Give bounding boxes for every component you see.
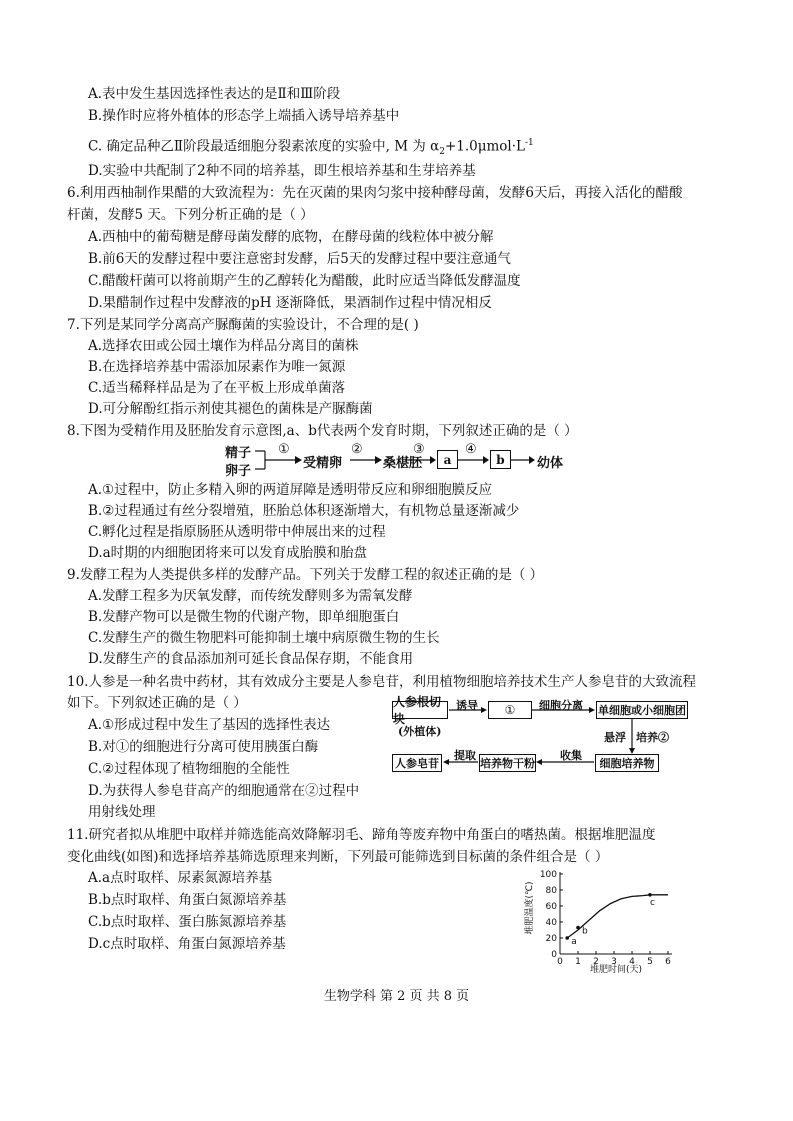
q9-option-b: B.发酵产物可以是微生物的代谢产物，即单细胞蛋白: [88, 609, 400, 625]
zygote-label: 受精卵: [303, 456, 343, 471]
step-4-label: ④: [465, 442, 477, 457]
page-footer: 生物学科 第 2 页 共 8 页: [323, 989, 470, 1004]
y-tick-label: 40: [545, 918, 557, 928]
q11-option-a: A.a点时取样、尿素氮源培养基: [88, 870, 273, 886]
chart-points: [565, 893, 655, 947]
cell-culture-box: [595, 754, 659, 772]
x-tick-label: 1: [575, 957, 581, 967]
dry-powder-box: [479, 754, 536, 772]
q6-stem-1: 6.利用西柚制作果醋的大致流程为：先在灭菌的果肉匀浆中接种酵母菌，发酵6天后，再接入活化的醋酸: [67, 185, 683, 201]
q6-option-c: C.醋酸杆菌可以将前期产生的乙醇转化为醋酸，此时应适当降低发酵温度: [88, 273, 521, 289]
point-label-a: a: [571, 937, 577, 947]
stage-a-box: [437, 450, 458, 469]
ginseng-flow-diagram: [392, 695, 692, 774]
culture-2-label: 培养②: [636, 731, 669, 744]
chart-x-label: 堆肥时间(天): [589, 965, 643, 975]
q6-option-a: A.西柚中的葡萄糖是酵母菌发酵的底物，在酵母菌的线粒体中被分解: [88, 229, 494, 245]
fetus-label: 幼体: [537, 456, 564, 471]
chart-y-label: 堆肥温度(℃): [525, 881, 535, 935]
x-tick-label: 6: [665, 957, 671, 967]
y-tick-label: 80: [545, 886, 557, 896]
q10-option-d-2: 用射线处理: [88, 804, 156, 820]
stage-a-label: a: [443, 452, 452, 467]
callus-label: ①: [504, 703, 516, 717]
q10-option-d-1: D.为获得人参皂苷高产的细胞通常在②过程中: [88, 783, 360, 799]
q6-option-b: B.前6天的发酵过程中要注意密封发酵，后5天的发酵过程中要注意通气: [88, 251, 511, 267]
dry-powder-label: 培养物干粉: [480, 757, 535, 770]
ginsenoside-label: 人参皂苷: [395, 757, 439, 770]
q5-option-c-pre: C. 确定品种乙Ⅱ阶段最适细胞分裂素浓度的实验中, M 为 α: [88, 138, 440, 155]
ginsenoside-box: [392, 754, 442, 772]
q8-stem: 8.下图为受精作用及胚胎发育示意图,a、b代表两个发育时期，下列叙述正确的是（ ）: [67, 423, 578, 439]
single-cell-box: [596, 701, 688, 719]
q10-stem-1: 10.人参是一种名贵中药材，其有效成分主要是人参皂苷，利用植物细胞培养技术生产人参皂苷的大致流程: [67, 674, 696, 690]
y-tick-label: 60: [545, 902, 557, 912]
q6-stem-2: 杆菌，发酵5 天。下列分析正确的是（ ）: [67, 207, 314, 223]
q9-stem: 9.发酵工程为人类提供多样的发酵产品。下列关于发酵工程的叙述正确的是（ ）: [67, 567, 544, 583]
point-a: [565, 936, 569, 940]
q5-option-c-sub: 2: [439, 147, 445, 158]
q5-option-d: D.实验中共配制了2种不同的培养基，即生根培养基和生芽培养基: [88, 163, 476, 179]
q10-stem-2: 如下。下列叙述正确的是（ ）: [67, 695, 247, 711]
y-tick-label: 100: [539, 870, 557, 880]
sperm-label: 精子: [225, 446, 252, 461]
point-label-c: c: [650, 897, 655, 908]
induce-label: 诱导: [456, 699, 478, 712]
step-3-label: ③: [413, 442, 425, 457]
q5-option-a: A.表中发生基因选择性表达的是Ⅱ和Ⅲ阶段: [88, 86, 341, 102]
collect-label: 收集: [560, 749, 582, 762]
egg-label: 卵子: [225, 464, 252, 479]
x-tick-label: 3: [611, 957, 617, 967]
q7-option-c: C.适当稀释样品是为了在平板上形成单菌落: [88, 380, 346, 396]
q9-option-a: A.发酵工程多为厌氧发酵，而传统发酵则多为需氧发酵: [88, 588, 413, 604]
morula-label: 桑椹胚: [383, 456, 423, 471]
q10-option-c: C.②过程体现了植物细胞的全能性: [88, 761, 290, 777]
q5-option-b: B.操作时应将外植体的形态学上端插入诱导培养基中: [88, 108, 400, 124]
point-label-b: b: [582, 926, 588, 937]
fertilization-diagram: [225, 440, 575, 478]
stage-b-label: b: [496, 452, 505, 467]
x-tick-label: 2: [593, 957, 599, 967]
q11-option-b: B.b点时取样、角蛋白氮源培养基: [88, 892, 287, 908]
q11-option-d: D.c点时取样、角蛋白氮源培养基: [88, 936, 286, 952]
q7-option-d: D.可分解酚红指示剂使其褪色的菌株是产脲酶菌: [88, 401, 373, 417]
q7-option-b: B.在选择培养基中需添加尿素作为唯一氮源: [88, 359, 346, 375]
q5-option-c: [88, 133, 534, 162]
q8-option-a: A.①过程中，防止多精入卵的两道屏障是透明带反应和卵细胞膜反应: [88, 482, 493, 498]
stage-b-box: [490, 450, 511, 469]
compost-temperature-chart: [522, 866, 682, 976]
step-2-label: ②: [351, 442, 363, 457]
step-1-label: ①: [278, 442, 290, 457]
q11-option-c: C.b点时取样、蛋白胨氮源培养基: [88, 914, 287, 930]
q11-stem-2: 变化曲线(如图)和选择培养基筛选原理来判断，下列最可能筛选到目标菌的条件组合是（ ）: [67, 849, 609, 865]
x-tick-label: 5: [647, 957, 653, 967]
q5-option-c-sup: -1: [525, 138, 534, 148]
q7-option-a: A.选择农田或公园土壤作为样品分离目的菌株: [88, 338, 359, 354]
ginseng-root-box: [392, 695, 448, 726]
q8-option-c: C.孵化过程是指原肠胚从透明带中伸展出来的过程: [88, 524, 386, 540]
suspension-label: 悬浮: [604, 731, 626, 744]
x-tick-label: 4: [629, 957, 635, 967]
cell-culture-label: 细胞培养物: [599, 757, 655, 770]
q7-stem: 7.下列是某同学分离高产脲酶菌的实验设计，不合理的是( ): [67, 317, 419, 333]
q9-option-d: D.发酵生产的食品添加剂可延长食品保存期，不能食用: [88, 651, 414, 667]
q6-option-d: D.果醋制作过程中发酵液的pH 逐渐降低，果酒制作过程中情况相反: [88, 295, 492, 311]
dispersion-label: 细胞分离: [539, 699, 583, 712]
q8-option-d: D.a时期的内细胞团将来可以发育成胎膜和胎盘: [88, 545, 368, 561]
callus-box: [488, 701, 532, 719]
chart-axes: [560, 872, 672, 954]
point-b: [576, 926, 580, 930]
y-tick-label: 0: [551, 950, 557, 960]
q9-option-c: C.发酵生产的微生物肥料可能抑制土壤中病原微生物的生长: [88, 630, 440, 646]
q10-option-a: A.①形成过程中发生了基因的选择性表达: [88, 717, 331, 733]
single-cell-label: 单细胞或小细胞团: [598, 704, 686, 717]
explant-label: (外植体): [398, 725, 442, 738]
extract-label: 提取: [454, 749, 476, 762]
q5-option-c-post: +1.0μmol·L: [444, 138, 526, 155]
ginseng-root-label: 人参根切块: [393, 695, 442, 726]
point-c: [648, 893, 652, 897]
q8-option-b: B.②过程通过有丝分裂增殖，胚胎总体积逐渐增大，有机物总量逐渐减少: [88, 503, 520, 519]
y-tick-label: 20: [545, 934, 557, 944]
q10-option-b: B.对①的细胞进行分离可使用胰蛋白酶: [88, 739, 319, 755]
q11-stem-1: 11.研究者拟从堆肥中取样并筛选能高效降解羽毛、蹄角等废弃物中角蛋白的嗜热菌。根据堆肥温度: [67, 827, 656, 843]
x-tick-label: 0: [557, 957, 563, 967]
